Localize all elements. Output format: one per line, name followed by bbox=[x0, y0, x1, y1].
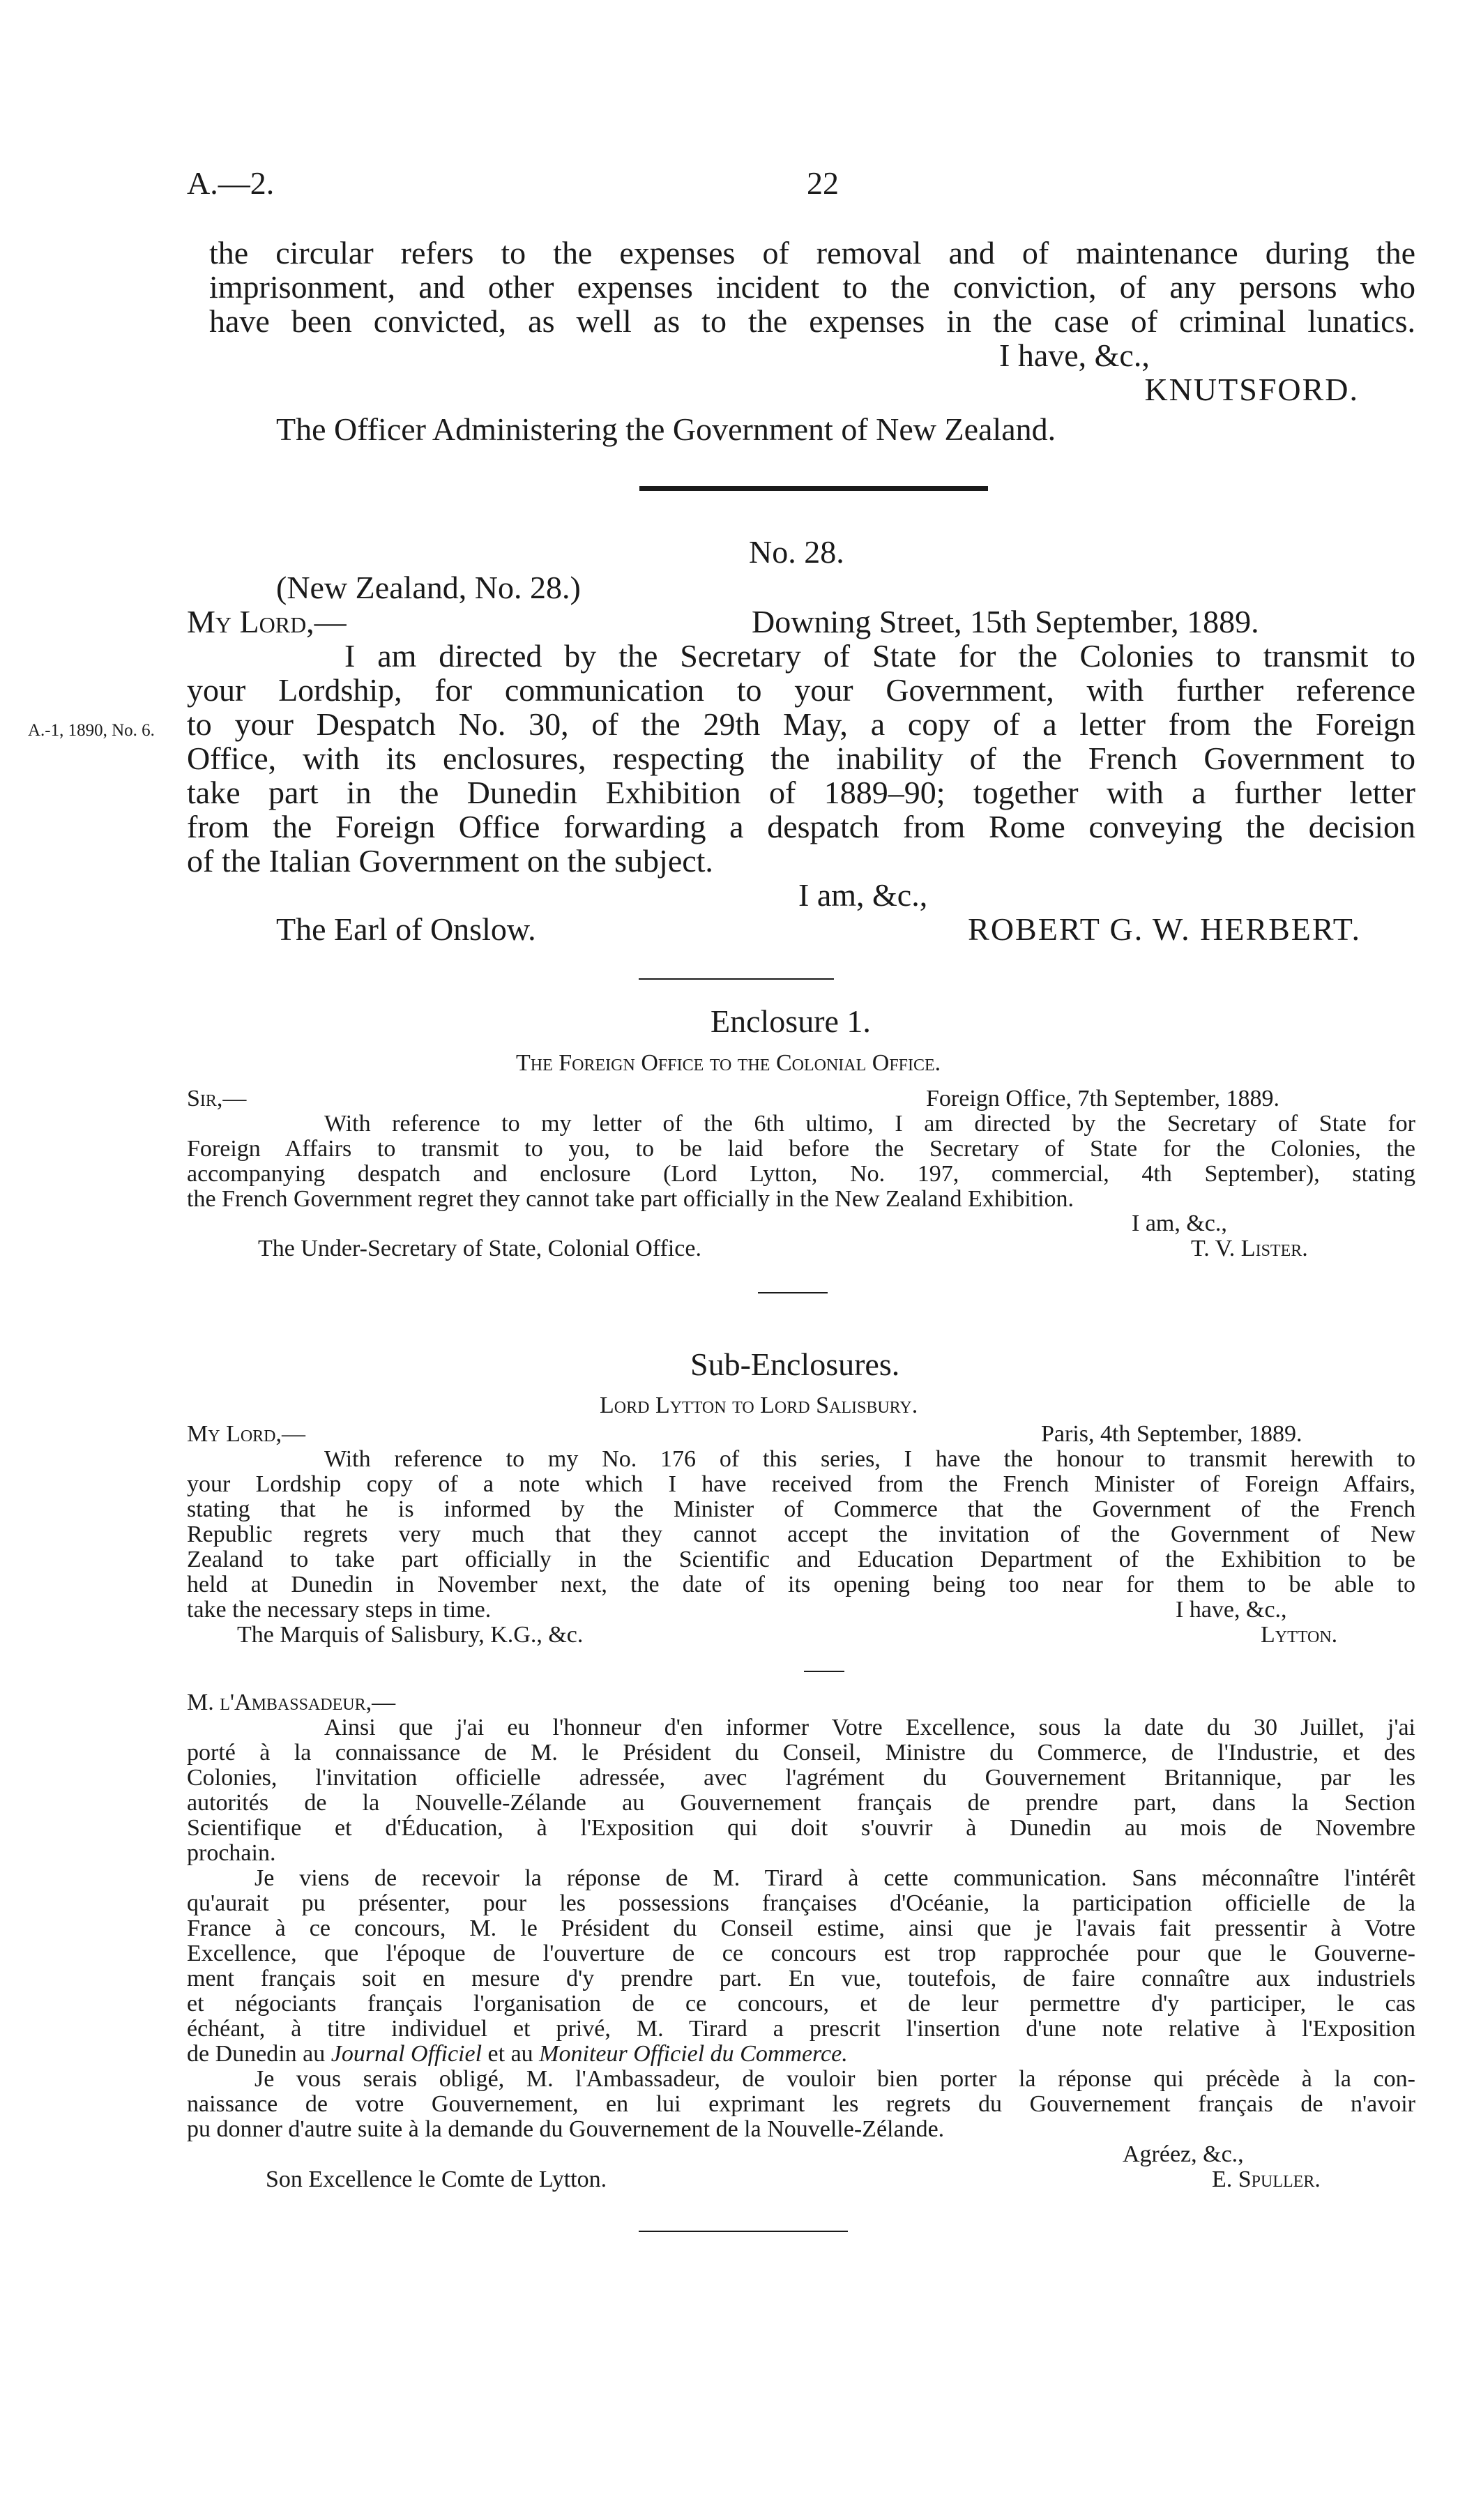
closing: I am, &c., bbox=[1132, 1210, 1227, 1236]
text-line: Ainsi que j'ai eu l'honneur d'en informer Votre Excellence, sous la date du 30 Juillet, j'ai bbox=[324, 1715, 1415, 1740]
text-line: ment français soit en mesure d'y prendre part. En vue, toutefois, de faire connaître aux industriels bbox=[187, 1966, 1415, 1991]
journal-title: Journal Officiel bbox=[330, 2041, 483, 2067]
page-ref: A.—2. bbox=[187, 165, 275, 201]
addressee: Son Excellence le Comte de Lytton. bbox=[266, 2166, 607, 2192]
text-line: pu donner d'autre suite à la demande du Gouvernement de la Nouvelle-Zélande. bbox=[187, 2116, 945, 2142]
text-line: France à ce concours, M. le Président du Conseil estime, ainsi que je l'avais fait pressentir à Votre bbox=[187, 1915, 1415, 1941]
signature: KNUTSFORD. bbox=[1144, 372, 1359, 407]
text-run: de Dunedin au bbox=[187, 2041, 331, 2067]
subtitle: The Foreign Office to the Colonial Office. bbox=[516, 1050, 941, 1076]
text-line: the French Government regret they cannot take part officially in the New Zealand Exhibition. bbox=[187, 1186, 1074, 1212]
subheading: (New Zealand, No. 28.) bbox=[276, 570, 581, 605]
text-line: With reference to my letter of the 6th ultimo, I am directed by the Secretary of State for bbox=[324, 1111, 1415, 1137]
salutation: M. l'Ambassadeur,— bbox=[187, 1690, 396, 1715]
signature: Lytton. bbox=[1261, 1622, 1338, 1648]
divider bbox=[639, 978, 834, 980]
addressee: The Earl of Onslow. bbox=[276, 911, 536, 947]
text-line: Je viens de recevoir la réponse de M. Tirard à cette communication. Sans méconnaître l'intérêt bbox=[254, 1865, 1415, 1891]
place-date: Foreign Office, 7th September, 1889. bbox=[926, 1086, 1279, 1111]
section-heading: No. 28. bbox=[749, 534, 844, 570]
text-line: Zealand to take part officially in the Scientific and Education Department of the Exhibition to be bbox=[187, 1547, 1415, 1572]
text-line: stating that he is informed by the Minister of Commerce that the Government of the French bbox=[187, 1496, 1415, 1522]
page-number: 22 bbox=[807, 165, 839, 201]
subtitle: Lord Lytton to Lord Salisbury. bbox=[600, 1392, 918, 1418]
text-line: Je vous serais obligé, M. l'Ambassadeur, de vouloir bien porter la réponse qui précède à la con- bbox=[254, 2066, 1415, 2092]
divider bbox=[804, 1671, 844, 1672]
closing: I am, &c., bbox=[798, 877, 928, 913]
text-line: Office, with its enclosures, respecting the inability of the French Government to bbox=[187, 741, 1415, 776]
signature: T. V. Lister. bbox=[1191, 1236, 1308, 1261]
section-divider bbox=[639, 486, 988, 491]
text-line: held at Dunedin in November next, the date of its opening being too near for them to be able to bbox=[187, 1572, 1415, 1597]
text-run: et au bbox=[482, 2041, 540, 2067]
section-heading: Enclosure 1. bbox=[711, 1003, 871, 1039]
divider bbox=[639, 2231, 848, 2232]
place-date: Downing Street, 15th September, 1889. bbox=[752, 604, 1259, 639]
text-line: the circular refers to the expenses of removal and of maintenance during the bbox=[209, 235, 1415, 271]
salutation: Sir,— bbox=[187, 1086, 247, 1111]
text-line: qu'aurait pu présenter, pour les possessions françaises d'Océanie, la participation officielle de la bbox=[187, 1890, 1415, 1916]
addressee: The Marquis of Salisbury, K.G., &c. bbox=[237, 1622, 584, 1648]
text-line: Republic regrets very much that they cannot accept the invitation of the Government of New bbox=[187, 1521, 1415, 1547]
text-line: et négociants français l'organisation de ce concours, et de leur permettre d'y participer, le cas bbox=[187, 1991, 1415, 2017]
journal-title: Moniteur Officiel du Commerce. bbox=[539, 2041, 848, 2067]
closing: I have, &c., bbox=[1176, 1597, 1287, 1623]
salutation: My Lord,— bbox=[187, 604, 347, 639]
text-line: autorités de la Nouvelle-Zélande au Gouvernement français de prendre part, dans la Section bbox=[187, 1790, 1415, 1816]
margin-reference: A.-1, 1890, No. 6. bbox=[28, 721, 155, 740]
text-line: échéant, à titre individuel et privé, M. Tirard a prescrit l'insertion d'une note relative à l'Exposition bbox=[187, 2016, 1415, 2042]
signature: ROBERT G. W. HERBERT. bbox=[968, 911, 1361, 947]
divider bbox=[758, 1292, 828, 1293]
place-date: Paris, 4th September, 1889. bbox=[1041, 1421, 1302, 1447]
addressee: The Under-Secretary of State, Colonial Office. bbox=[258, 1236, 701, 1261]
text-line: Excellence, que l'époque de l'ouverture de ce concours est trop rapprochée pour que le Gouverne- bbox=[187, 1941, 1415, 1966]
text-line: from the Foreign Office forwarding a despatch from Rome conveying the decision bbox=[187, 809, 1415, 844]
closing: I have, &c., bbox=[999, 337, 1150, 373]
text-line: imprisonment, and other expenses incident to the conviction, of any persons who bbox=[209, 269, 1415, 305]
text-line: accompanying despatch and enclosure (Lord Lytton, No. 197, commercial, 4th September), stating bbox=[187, 1161, 1415, 1187]
section-heading: Sub-Enclosures. bbox=[690, 1346, 900, 1382]
text-line: take the necessary steps in time. bbox=[187, 1597, 492, 1623]
signature: E. Spuller. bbox=[1212, 2166, 1321, 2192]
text-line: prochain. bbox=[187, 1840, 276, 1866]
text-line: have been convicted, as well as to the expenses in the case of criminal lunatics. bbox=[209, 303, 1415, 339]
text-line: porté à la connaissance de M. le Président du Conseil, Ministre du Commerce, de l'Industrie, et des bbox=[187, 1740, 1415, 1766]
text-line: I am directed by the Secretary of State for the Colonies to transmit to bbox=[344, 638, 1415, 674]
text-line: to your Despatch No. 30, of the 29th May, a copy of a letter from the Foreign bbox=[187, 706, 1415, 742]
text-line: Colonies, l'invitation officielle adressée, avec l'agrément du Gouvernement Britannique, par les bbox=[187, 1765, 1415, 1791]
closing: Agréez, &c., bbox=[1123, 2141, 1244, 2167]
text-line: naissance de votre Gouvernement, en lui exprimant les regrets du Gouvernement français de n'avoir bbox=[187, 2091, 1415, 2117]
text-line bbox=[187, 2042, 848, 2067]
text-line: your Lordship copy of a note which I have received from the French Minister of Foreign Affairs, bbox=[187, 1471, 1415, 1497]
addressee: The Officer Administering the Government of New Zealand. bbox=[276, 411, 1056, 447]
text-line: your Lordship, for communication to your Government, with further reference bbox=[187, 672, 1415, 708]
text-line: With reference to my No. 176 of this series, I have the honour to transmit herewith to bbox=[324, 1446, 1415, 1472]
text-line: take part in the Dunedin Exhibition of 1889–90; together with a further letter bbox=[187, 775, 1415, 810]
text-line: Scientifique et d'Éducation, à l'Exposition qui doit s'ouvrir à Dunedin au mois de Novembre bbox=[187, 1815, 1415, 1841]
text-line: Foreign Affairs to transmit to you, to be laid before the Secretary of State for the Colonies, the bbox=[187, 1136, 1415, 1162]
salutation: My Lord,— bbox=[187, 1421, 306, 1447]
text-line: of the Italian Government on the subject. bbox=[187, 843, 713, 879]
